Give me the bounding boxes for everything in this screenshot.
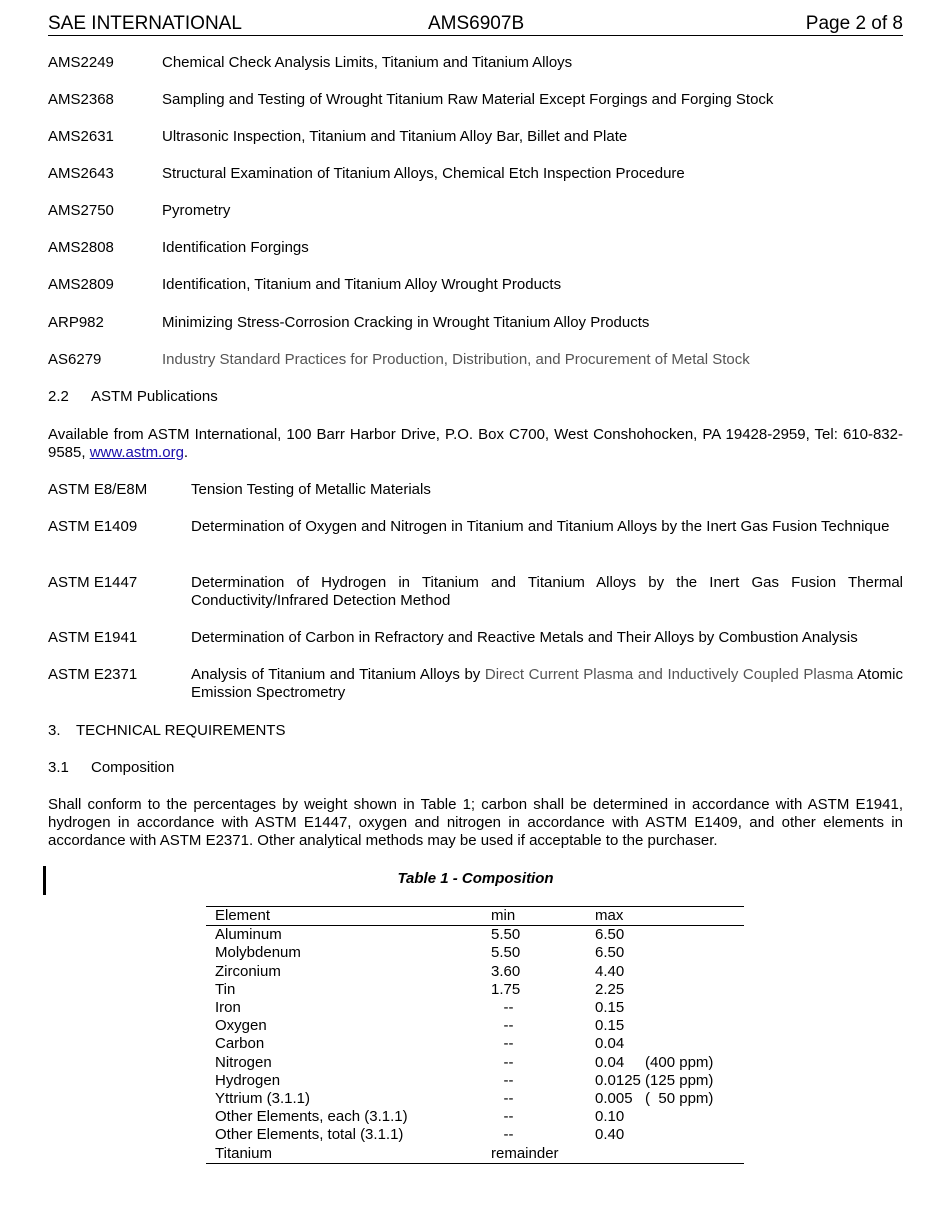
cell-max: 0.04 (400 ppm) [595,1053,714,1071]
ref-code: ASTM E1409 [48,518,138,535]
table-row [206,1090,744,1108]
ref-code: ARP982 [48,314,104,331]
ref-desc: Sampling and Testing of Wrought Titanium Raw Material Except Forgings and Forging Stock [162,91,774,108]
cell-element: Aluminum [215,926,282,944]
header-org: SAE INTERNATIONAL [48,13,242,34]
section-title: Composition [91,759,175,776]
ref-code: AMS2631 [48,128,114,145]
ref-desc-part: Analysis of Titanium and Titanium Alloys by [191,666,485,683]
cell-max: 0.04 [595,1035,625,1053]
cell-min: -- [491,1126,514,1144]
cell-min: 5.50 [491,926,521,944]
ref-desc-part: Atomic Emission Spectrometry [191,666,903,701]
cell-element: Oxygen [215,1017,267,1035]
cell-max: 2.25 [595,980,625,998]
cell-element: Titanium [206,1145,482,1164]
ref-desc: Chemical Check Analysis Limits, Titanium and Titanium Alloys [162,54,573,71]
ref-desc-part-revised: Direct Current Plasma and Inductively Coupled Plasma [484,666,854,683]
section-title: TECHNICAL REQUIREMENTS [76,722,286,739]
ref-code: ASTM E8/E8M [48,481,148,498]
table-row [206,1072,744,1090]
cell-min: -- [491,1071,514,1089]
ref-code: ASTM E1941 [48,629,138,646]
cell-element: Hydrogen [215,1071,281,1089]
table-row [206,1145,744,1164]
cell-min: 1.75 [491,980,521,998]
composition-paragraph: Shall conform to the percentages by weight shown in Table 1; carbon shall be determined in accordance with ASTM E1941, hydrogen in accordance with ASTM E1447, oxygen and nitrogen in accordance with ASTM E1409, and other elements in accordance with ASTM E2371. Other analytical methods may be used if acceptable to the purchaser. [48,796,903,849]
cell-element: Carbon [215,1035,265,1053]
cell-min: 5.50 [491,944,521,962]
cell-min: -- [491,1090,514,1108]
cell-min: remainder [482,1145,586,1164]
astm-availability-text: Available from ASTM International, 100 Barr Harbor Drive, P.O. Box C700, West Conshohocken, PA 19428-2959, Tel: 610-832-9585, [48,426,903,461]
table-caption: Table 1 - Composition [397,870,554,887]
table-header-row [206,907,744,926]
ref-desc: Tension Testing of Metallic Materials [191,481,431,498]
ref-code: ASTM E2371 [48,666,138,683]
section-3-heading [48,722,285,740]
cell-max: 0.15 [595,1017,625,1035]
ref-desc: Identification Forgings [162,239,309,256]
cell-max: 0.005 ( 50 ppm) [595,1090,714,1108]
table-row [206,926,744,945]
section-number: 3.1 [48,759,69,776]
cell-element: Yttrium (3.1.1) [215,1090,311,1108]
cell-max: 4.40 [595,962,625,980]
section-number: 2.2 [48,388,69,405]
cell-element: Other Elements, each (3.1.1) [215,1108,408,1126]
ref-code: AMS2368 [48,91,114,108]
cell-element: Zirconium [215,962,281,980]
ref-desc: Industry Standard Practices for Production, Distribution, and Procurement of Metal Stock [162,351,750,368]
table-row [206,944,744,962]
cell-max: 6.50 [595,926,625,944]
cell-max [586,1145,744,1164]
section-number: 3. [48,722,61,739]
header-doc-number: AMS6907B [428,13,525,34]
cell-element: Tin [215,980,236,998]
cell-min: 3.60 [491,962,521,980]
table-row [206,1108,744,1126]
composition-table [206,906,744,1164]
astm-availability-end: . [183,444,189,461]
cell-min: -- [491,1017,514,1035]
section-3-1-heading [48,759,174,777]
ref-code: AMS2809 [48,276,114,293]
revision-change-bar [43,866,46,895]
page-header [48,13,903,36]
ref-desc: Minimizing Stress-Corrosion Cracking in Wrought Titanium Alloy Products [162,314,650,331]
ref-desc: Ultrasonic Inspection, Titanium and Titanium Alloy Bar, Billet and Plate [162,128,628,145]
ref-code: ASTM E1447 [48,574,138,591]
ref-desc: Determination of Carbon in Refractory and Reactive Metals and Their Alloys by Combustion Analysis [191,629,858,646]
ref-desc: Determination of Oxygen and Nitrogen in Titanium and Titanium Alloys by the Inert Gas Fusion Technique [191,518,890,535]
ref-code: AS6279 [48,351,102,368]
table-row [206,963,744,981]
cell-element: Nitrogen [215,1053,272,1071]
cell-max: 0.15 [595,999,625,1017]
ref-code: AMS2750 [48,202,114,219]
ref-desc: Pyrometry [162,202,231,219]
astm-website-link[interactable]: www.astm.org [89,444,184,461]
ref-code: AMS2808 [48,239,114,256]
table-row [206,1035,744,1053]
column-header-max: max [586,907,744,926]
table-row [206,1126,744,1144]
astm-availability-paragraph [48,426,903,462]
cell-max: 0.40 [595,1126,625,1144]
column-header-element: Element [206,907,482,926]
ref-desc: Identification, Titanium and Titanium Alloy Wrought Products [162,276,562,293]
cell-min: -- [491,1053,514,1071]
cell-min: -- [491,1035,514,1053]
table-row [206,1017,744,1035]
ref-desc: Structural Examination of Titanium Alloys, Chemical Etch Inspection Procedure [162,165,685,182]
cell-min: -- [491,1108,514,1126]
ref-desc: Determination of Hydrogen in Titanium and Titanium Alloys by the Inert Gas Fusion Thermal Conductivity/Infrared Detection Method [191,574,903,609]
section-title: ASTM Publications [91,388,218,405]
table-row [206,999,744,1017]
cell-max: 0.0125 (125 ppm) [595,1071,714,1089]
cell-element: Iron [215,999,241,1017]
ref-code: AMS2249 [48,54,114,71]
cell-element: Other Elements, total (3.1.1) [215,1126,404,1144]
cell-element: Molybdenum [215,944,301,962]
table-row [206,1054,744,1072]
table-row [206,981,744,999]
ref-desc [191,666,903,702]
column-header-min: min [482,907,586,926]
cell-min: -- [491,999,514,1017]
section-2-2-heading [48,388,218,406]
cell-max: 6.50 [595,944,625,962]
ref-code: AMS2643 [48,165,114,182]
cell-max: 0.10 [595,1108,625,1126]
header-page-number: Page 2 of 8 [805,13,903,34]
